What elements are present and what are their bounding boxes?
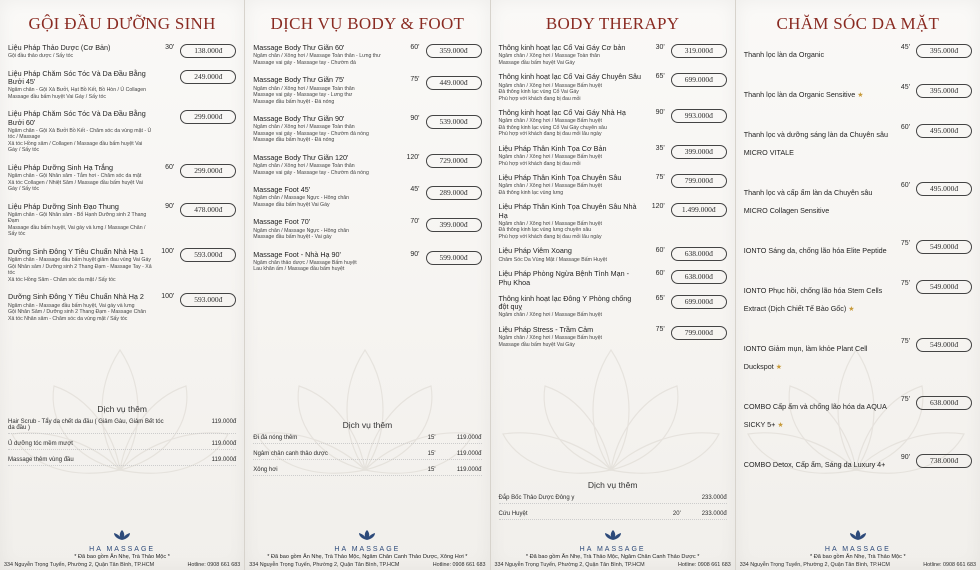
service-desc: Ngâm chân / Massage Ngực - Hông chân Massage đầu bấm huyệt Vai Gáy: [253, 195, 349, 208]
footer-note: * Đã bao gồm Ăn Nhẹ, Trà Thảo Mộc, Ngâm Chân Canh Thảo Dược *: [525, 554, 700, 560]
service-desc: Chăm Sóc Da Vùng Mặt / Massage Bấm Huyệt: [498, 256, 607, 263]
service-duration: 90': [165, 202, 175, 210]
footer-note: * Đã bao gồm Ăn Nhẹ, Trà Thảo Mộc, Ngâm Chân Canh Thảo Dược, Xông Hơi *: [267, 554, 468, 560]
extra-name: Massage thêm vùng đầu: [8, 457, 74, 463]
service-name: Thông kinh hoạt lạc Cổ Vai Gáy Nhà Hạ: [498, 108, 626, 118]
price-pill: 993.000đ: [671, 109, 727, 123]
service-item: [253, 154, 481, 176]
price-pill: 799.000đ: [671, 326, 727, 340]
service-name: Liệu Pháp Thân Kinh Tọa Cơ Bản: [498, 143, 607, 153]
price-pill: 138.000đ: [180, 44, 236, 58]
service-duration: 90': [655, 109, 665, 117]
price-pill: 319.000đ: [671, 44, 727, 58]
price-pill: 395.000đ: [916, 84, 972, 98]
star-icon: ★: [848, 305, 855, 313]
service-duration: 75': [655, 174, 665, 182]
logo-name: HA MASSAGE: [824, 546, 891, 553]
address: 334 Nguyễn Trọng Tuyển, Phường 2, Quận Tân Bình, TP.HCM: [249, 562, 400, 568]
service-duration: 75': [900, 280, 910, 287]
service-name: IONTO Phục hồi, chống lão hóa Stem Cells Extract (Dịch Chiết Tế Bào Gốc): [743, 286, 883, 313]
extra-row: [499, 495, 727, 504]
service-duration: 30': [165, 44, 175, 51]
footer-contact: [0, 562, 244, 568]
service-desc: Ngâm chân / Massage Ngực - Hông chân Massage đầu bấm huyệt - Vai gáy: [253, 227, 349, 241]
service-desc: Ngâm chân / Xông hơi / Massage Bấm huyệt: [498, 312, 602, 319]
price-pill: 299.000đ: [180, 110, 236, 124]
service-name: Massage Body Thư Giãn 90': [253, 114, 345, 124]
service-duration: 35': [655, 144, 665, 152]
price-pill: 289.000đ: [426, 186, 482, 200]
service-desc: Ngâm chân / Xông hơi / Massage Bấm huyệt Massage đầu bấm huyệt Vai Gáy: [498, 335, 602, 348]
extra-name: Xông hơi: [253, 467, 278, 473]
service-item: [8, 70, 236, 101]
service-duration: 90': [900, 454, 910, 461]
extra-duration: [164, 457, 190, 463]
price-pill: 699.000đ: [671, 295, 727, 309]
service-item: [499, 270, 727, 288]
service-duration: 70': [410, 218, 420, 226]
service-item: [499, 109, 727, 138]
service-duration: 60': [655, 247, 665, 255]
service-duration: 65': [655, 73, 665, 81]
price-pill: 495.000đ: [916, 124, 972, 138]
service-duration: 45': [900, 84, 910, 91]
service-duration: 60': [900, 182, 910, 189]
extra-row: [253, 467, 481, 476]
service-name: Massage Foot 45': [253, 185, 311, 195]
service-item: [499, 145, 727, 167]
service-item: [499, 326, 727, 348]
extras-section: [8, 404, 236, 473]
service-name: Thanh lọc và cấp ẩm làn da Chuyên sâu MICRO Collagen Sensitive: [743, 188, 873, 215]
panel-body-therapy: [491, 0, 736, 570]
extra-name: Ngâm chân canh thảo dược: [253, 451, 328, 457]
extra-row: [8, 457, 236, 466]
service-duration: 60': [165, 163, 175, 171]
price-pill: 638.000đ: [671, 247, 727, 261]
footer-contact: [491, 562, 735, 568]
service-duration: 75': [900, 338, 910, 345]
price-pill: 249.000đ: [180, 70, 236, 84]
panel-title: CHĂM SÓC DA MẶT: [776, 14, 940, 33]
service-item: [499, 73, 727, 102]
service-duration: 120': [406, 153, 420, 161]
address: 334 Nguyễn Trọng Tuyển, Phường 2, Quận Tân Bình, TP.HCM: [494, 562, 645, 568]
panel-footer: [0, 528, 244, 568]
service-desc: Ngâm chân / Xông hơi / Massage Bấm huyệt Phù hợp với khách đang bị đau mỏi: [498, 154, 602, 167]
price-pill: 799.000đ: [671, 174, 727, 188]
service-name: Massage Foot - Nhà Hạ 90': [253, 249, 341, 259]
service-duration: 60': [655, 270, 665, 278]
service-item: [8, 110, 236, 154]
extra-name: Hair Scrub - Tẩy da chết da đầu ( Giảm Gàu, Giảm Bết tóc da đầu ): [8, 419, 164, 431]
service-item: [499, 203, 727, 240]
price-pill: 395.000đ: [916, 44, 972, 58]
service-desc: Ngâm chân - Gội Xả Bưởi Bồ Kết - Chăm sóc da vùng mặt - Ủ tóc / Massage Xả tóc Hồng sâm / Collagen / Massage đầu bấm huyệt Vai Gáy / Sấy tóc: [8, 127, 152, 154]
price-pill: 359.000đ: [426, 44, 482, 58]
service-name: Liệu Pháp Phòng Ngừa Bệnh Tình Mạn - Phụ Khoa: [498, 269, 630, 287]
hotline: Hotline: 0908 661 683: [923, 562, 976, 568]
panel-footer: [491, 528, 735, 568]
service-list: [253, 44, 481, 273]
extra-row: [8, 419, 236, 434]
service-desc: Ngâm chân / Xông hơi / Massage Toàn thân Massage vai gáy - Massage tay - Lưng thư Massage đầu bấm huyệt - Đá nóng: [253, 85, 355, 105]
price-pill: 449.000đ: [426, 76, 482, 90]
service-item: [8, 203, 236, 238]
extras-title: Dịch vụ thêm: [342, 420, 393, 430]
price-pill: 549.000đ: [916, 240, 972, 254]
logo-name: HA MASSAGE: [579, 546, 646, 553]
service-item: [744, 84, 972, 102]
service-duration: 30': [655, 44, 665, 51]
service-desc: Ngâm chân / Xông hơi / Massage Toàn thân - Lưng thư Massage vai gáy - Massage tay - Chườm đá: [253, 53, 381, 66]
panel-body-foot: [245, 0, 490, 570]
extra-price: 119.000đ: [211, 441, 237, 447]
service-item: [744, 44, 972, 62]
extra-name: Cứu Huyệt: [498, 511, 528, 517]
service-name: Liệu Pháp Viêm Xoang: [498, 246, 572, 256]
service-name: COMBO Detox, Cấp ẩm, Sáng da Luxury 4+: [743, 460, 886, 469]
extra-row: [253, 435, 481, 444]
service-desc: Ngâm chân thảo dược / Massage Bấm huyệt Lau khăn ấm / Massage đầu bấm huyệt: [253, 259, 357, 273]
extra-duration: 15': [427, 451, 436, 457]
service-duration: 45': [900, 44, 910, 51]
panel-footer: [736, 528, 980, 568]
hotline: Hotline: 0908 661 683: [432, 562, 486, 568]
price-pill: 549.000đ: [916, 338, 972, 352]
extras-title: Dịch vụ thêm: [587, 480, 638, 490]
star-icon: ★: [777, 421, 784, 429]
service-item: [499, 295, 727, 319]
price-pill: 699.000đ: [671, 73, 727, 87]
price-pill: 299.000đ: [180, 164, 236, 178]
extras-section: [253, 420, 481, 483]
service-item: [253, 76, 481, 105]
service-name: Thông kinh hoạt lạc Cổ Vai Gáy Chuyên Sâu: [498, 72, 642, 82]
extra-price: 119.000đ: [456, 435, 482, 441]
service-duration: 75': [655, 325, 665, 333]
extra-price: 119.000đ: [456, 467, 482, 473]
extra-duration: 20': [672, 511, 681, 517]
service-desc: Ngâm chân / Xông hơi / Massage Toàn thân Massage vai gáy - Massage tay - Chườm đá nóng Massage đầu bấm huyệt - Đá nóng: [253, 124, 369, 144]
price-pill: 593.000đ: [180, 248, 236, 262]
price-pill: 638.000đ: [916, 396, 972, 410]
lotus-logo-icon: [108, 529, 136, 541]
price-pill: 549.000đ: [916, 280, 972, 294]
service-desc: Ngâm chân - Gội Xả Bưởi, Hạt Bồ Kết, Bồ Hòn / Ủ Collagen Massage đầu bấm huyệt Vai Gáy / Sấy tóc: [8, 87, 147, 100]
panel-goi-dau: [0, 0, 245, 570]
footer-contact: [736, 562, 980, 568]
service-name: Liệu Pháp Dưỡng Sinh Hạ Trắng: [8, 162, 114, 172]
extra-duration: [655, 495, 681, 501]
service-name: Liệu Pháp Thân Kinh Tọa Chuyên Sâu Nhà Hạ: [498, 202, 637, 220]
service-item: [744, 396, 972, 432]
service-list: [744, 44, 972, 472]
service-desc: Ngâm chân - Massage đầu bấm huyệt giảm đau vùng Vai Gáy Gội Nhân sâm / Dưỡng sinh 2 Thang Đạm - Massage Tay - Xả tóc Xả tóc Hồng Sâm - Chăm sóc da mặt / Sấy tóc: [8, 257, 152, 283]
service-name: Massage Body Thư Giãn 60': [253, 43, 345, 52]
service-item: [8, 164, 236, 193]
address: 334 Nguyễn Trọng Tuyển, Phường 2, Quận Tân Bình, TP.HCM: [739, 562, 890, 568]
star-icon: ★: [857, 91, 864, 99]
panel-footer: [245, 528, 489, 568]
price-pill: 738.000đ: [916, 454, 972, 468]
service-name: COMBO Cấp ẩm và chống lão hóa da AQUA SICKY 5+: [743, 402, 887, 429]
price-pill: 399.000đ: [671, 145, 727, 159]
lotus-watermark-icon: [245, 290, 485, 530]
service-item: [8, 293, 236, 322]
service-item: [253, 186, 481, 208]
service-name: Dưỡng Sinh Đông Y Tiêu Chuẩn Nhà Hạ 2: [8, 292, 144, 302]
extra-duration: [164, 419, 190, 431]
service-desc: Ngâm chân / Xông hơi / Massage Toàn thân Massage đầu bấm huyệt Vai Gáy: [498, 53, 600, 66]
service-name: Thanh lọc và dưỡng sáng làn da Chuyên sâu MICRO VITALE: [743, 130, 888, 157]
service-desc: Ngâm chân / Xông hơi / Massage Bấm huyệt Đả thông kinh lạc vùng Cổ Vai Gáy Phù hợp với khách đang bị đau mỏi: [498, 82, 602, 102]
service-list: [8, 44, 236, 322]
extra-price: 119.000đ: [456, 451, 482, 457]
service-item: [499, 44, 727, 66]
service-name: Massage Body Thư Giãn 75': [253, 75, 345, 85]
service-duration: 45': [410, 186, 420, 194]
price-pill: 638.000đ: [671, 270, 727, 284]
price-pill: 478.000đ: [180, 203, 236, 217]
service-item: [744, 338, 972, 374]
service-name: Massage Body Thư Giãn 120': [253, 152, 349, 162]
price-pill: 495.000đ: [916, 182, 972, 196]
lotus-logo-icon: [599, 529, 627, 541]
panel-title: GỘI ĐẦU DƯỠNG SINH: [28, 14, 216, 33]
extra-duration: [164, 441, 190, 447]
service-desc: Ngâm chân / Xông hơi / Massage Bấm huyệt Đả thông kinh lạc vùng Cổ Vai Gáy chuyên sâu Phù hợp với khách đang bị đau mỏi lâu ngày: [498, 118, 607, 138]
service-desc: Ngâm chân / Xông hơi / Massage Toàn thân Massage vai gáy - Massage tay - Chườm đá nóng: [253, 163, 369, 176]
service-item: [499, 247, 727, 263]
footer-note: * Đã bao gồm Ăn Nhẹ, Trà Thảo Mộc *: [810, 554, 906, 560]
service-duration: 60': [900, 124, 910, 131]
service-name: Massage Foot 70': [253, 217, 311, 227]
service-name: Liệu Pháp Thân Kinh Tọa Chuyên Sâu: [498, 173, 622, 183]
service-desc: Ngâm chân - Massage đầu bấm huyệt, Vai gáy và lưng Gội Nhân Sâm / Dưỡng sinh 2 Thang Đạm - Massage Chân Xả tóc Nhân sâm - Chăm sóc da vùng mặt / Sấy tóc: [8, 302, 146, 322]
service-item: [744, 182, 972, 218]
extras-title: Dịch vụ thêm: [97, 404, 147, 414]
service-item: [499, 174, 727, 196]
service-duration: 75': [900, 240, 910, 247]
service-item: [744, 124, 972, 160]
price-pill: 599.000đ: [426, 251, 482, 265]
service-duration: 90': [410, 250, 420, 258]
service-name: IONTO Giảm mụn, làm khỏe Plant Cell Duckspot: [743, 344, 868, 371]
service-name: Thanh lọc làn da Organic: [743, 50, 825, 59]
service-item: [744, 240, 972, 258]
service-desc: Ngâm chân - Gội Nhân sâm - Bổ Hạnh Dưỡng sinh 2 Thang Đạm Massage đầu bấm huyệt, Vai gáy và lưng / Massage Chân / Sấy tóc: [8, 211, 147, 238]
service-name: IONTO Sáng da, chống lão hóa Elite Peptide: [743, 246, 887, 255]
extra-price: 119.000đ: [211, 457, 237, 463]
extra-row: [253, 451, 481, 460]
price-pill: 593.000đ: [180, 293, 236, 307]
service-desc: Ngâm chân - Gội Nhân sâm - Tắm hơi - Chăm sóc da mặt Xả tóc Collagen / Nhiệt Sâm / Massage đầu bấm huyệt Vai Gáy / Sấy tóc: [8, 173, 143, 193]
extra-row: [499, 511, 727, 520]
extra-name: Ủ dưỡng tóc mềm mượt: [8, 441, 73, 447]
extra-duration: 15': [427, 435, 436, 441]
extra-row: [8, 441, 236, 450]
service-duration: 100': [161, 247, 175, 255]
service-name: Thanh lọc làn da Organic Sensitive: [743, 90, 856, 99]
service-name: Liệu Pháp Thảo Dược (Cơ Bản): [8, 43, 111, 52]
service-name: Liệu Pháp Stress - Trầm Cảm: [498, 324, 594, 334]
lotus-logo-icon: [844, 529, 872, 541]
star-icon: ★: [775, 363, 782, 371]
panel-title: BODY THERAPY: [545, 14, 680, 33]
logo-name: HA MASSAGE: [334, 546, 401, 553]
address: 334 Nguyễn Trọng Tuyển, Phường 2, Quận Tân Bình, TP.HCM: [4, 562, 155, 568]
service-item: [744, 280, 972, 316]
service-item: [8, 44, 236, 60]
logo-name: HA MASSAGE: [89, 546, 156, 553]
extra-name: Đắp Bốc Thảo Dược Đông y: [498, 495, 575, 501]
extra-price: 233.000đ: [701, 495, 727, 501]
service-name: Thông kinh hoạt lạc Cổ Vai Gáy Cơ bản: [498, 43, 626, 52]
service-duration: 90': [410, 115, 420, 123]
service-item: [8, 248, 236, 283]
extra-price: 119.000đ: [211, 419, 237, 425]
service-item: [253, 44, 481, 66]
service-list: [499, 44, 727, 348]
price-pill: 399.000đ: [426, 218, 482, 232]
extras-section: [499, 480, 727, 527]
price-pill: 539.000đ: [426, 115, 482, 129]
service-duration: 75': [900, 396, 910, 403]
service-item: [253, 251, 481, 273]
price-pill: 1.499.000đ: [671, 203, 727, 217]
price-pill: 729.000đ: [426, 154, 482, 168]
extra-price: 233.000đ: [701, 511, 727, 517]
footer-contact: [245, 562, 489, 568]
panel-cham-soc-da-mat: [736, 0, 980, 570]
service-duration: 60': [410, 44, 420, 51]
service-name: Thông kinh hoạt lạc Đông Y Phòng chống đột quỵ: [498, 293, 632, 312]
service-desc: Ngâm chân / Xông hơi / Massage Bấm huyệt Đả thông kinh lạc vùng lưng chuyên sâu Phù hợp với khách đang bị đau mỏi lâu ngày: [498, 220, 602, 240]
service-item: [744, 454, 972, 472]
footer-note: * Đã bao gồm Ăn Nhẹ, Trà Thảo Mộc *: [74, 554, 170, 560]
hotline: Hotline: 0908 661 683: [677, 562, 731, 568]
service-duration: 75': [410, 76, 420, 84]
service-name: Liệu Pháp Dưỡng Sinh Đạo Thung: [8, 201, 119, 211]
service-name: Liệu Pháp Chăm Sóc Tóc Và Da Đầu Bằng Bưởi 45': [8, 68, 146, 87]
service-item: [253, 218, 481, 240]
hotline: Hotline: 0908 661 683: [187, 562, 241, 568]
lotus-logo-icon: [353, 529, 381, 541]
service-desc: Ngâm chân / Xông hơi / Massage Bấm huyệt Đả thông kinh lạc vùng lưng: [498, 183, 602, 196]
service-item: [253, 115, 481, 144]
service-name: Dưỡng Sinh Đông Y Tiêu Chuẩn Nhà Hạ 1: [8, 246, 144, 256]
service-duration: 120': [651, 203, 665, 211]
service-duration: 65': [655, 294, 665, 302]
service-name: Liệu Pháp Chăm Sóc Tóc Và Da Đầu Bằng Bưởi 60': [8, 109, 146, 127]
extra-name: Đi đá nóng thêm: [253, 435, 298, 441]
service-duration: 100': [161, 293, 175, 301]
service-desc: Gội đầu thảo dược / Sấy tóc: [8, 53, 74, 60]
extra-duration: 15': [427, 467, 436, 473]
panel-title: DỊCH VỤ BODY & FOOT: [270, 14, 465, 33]
